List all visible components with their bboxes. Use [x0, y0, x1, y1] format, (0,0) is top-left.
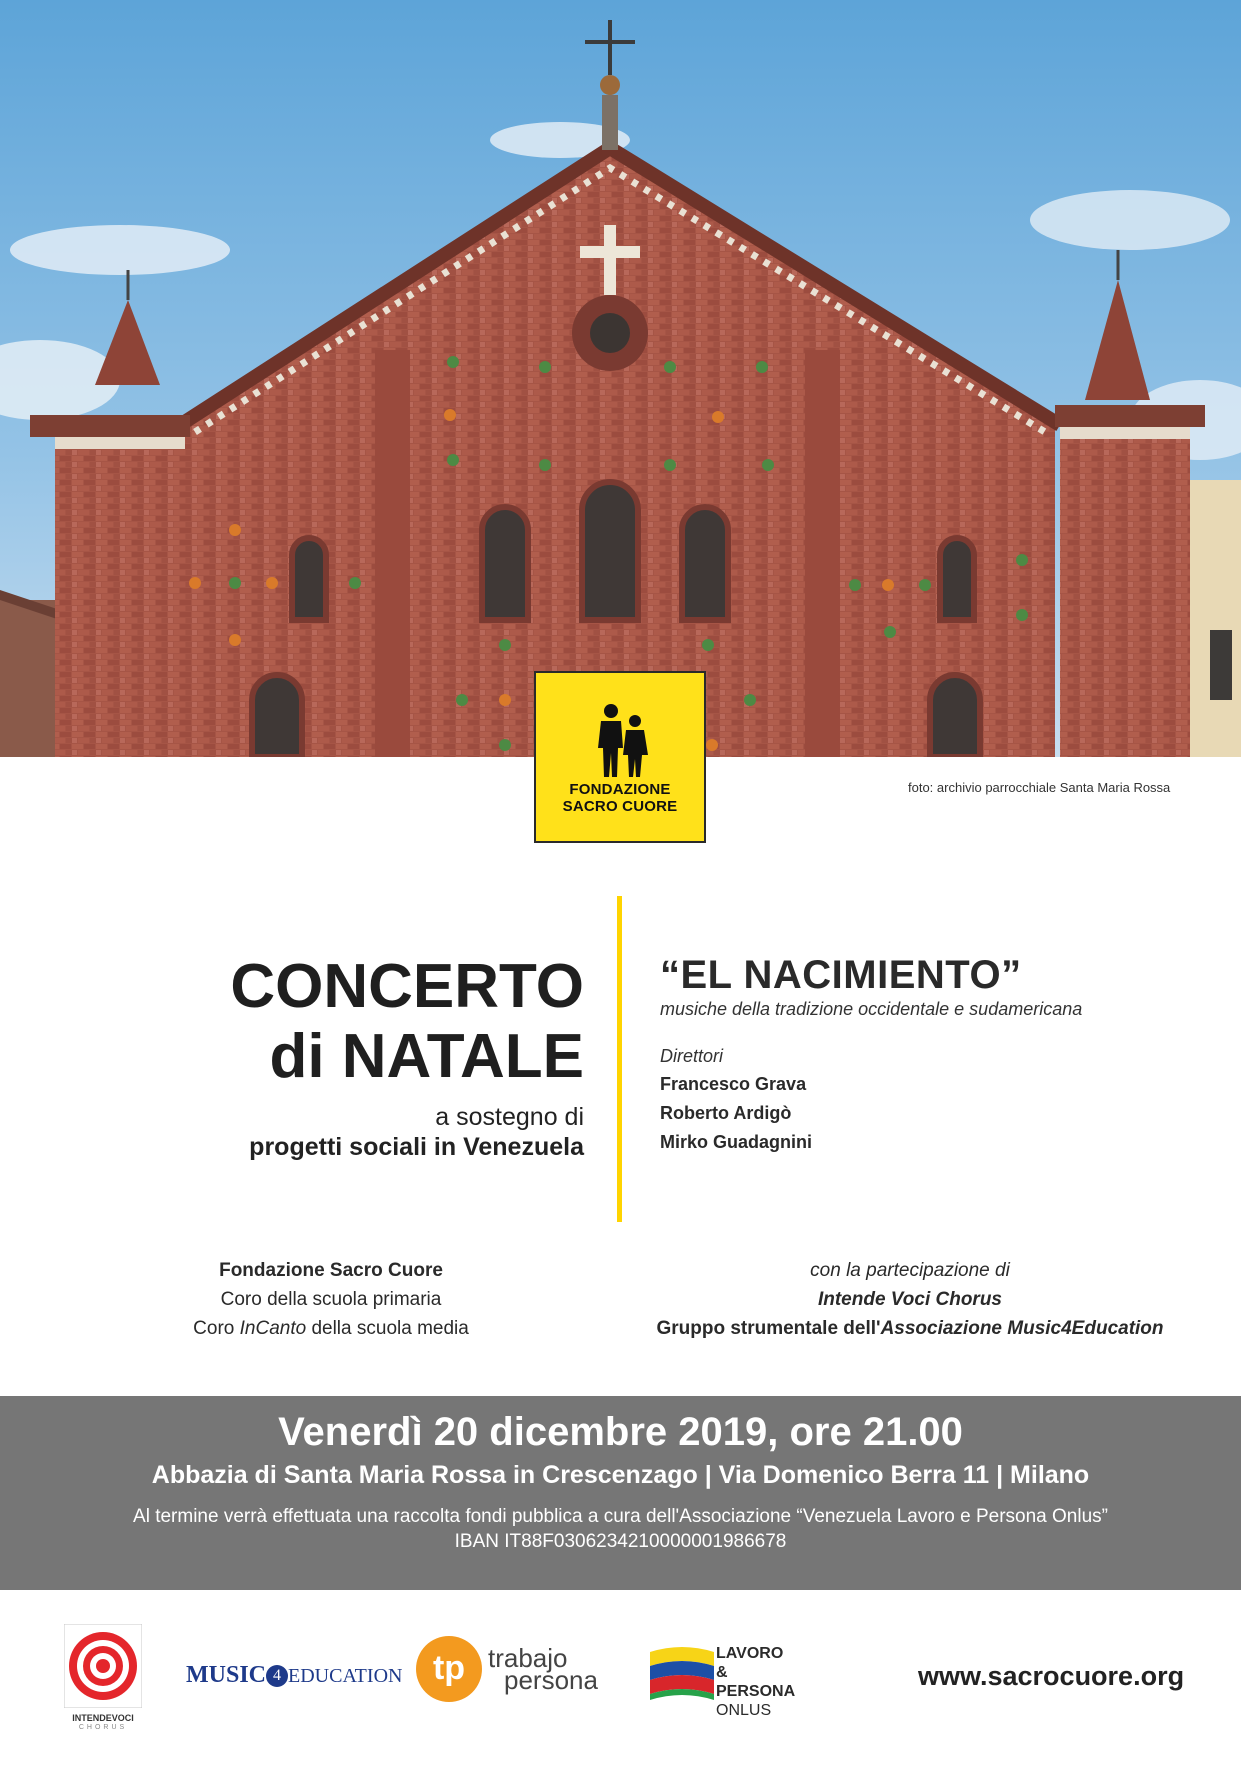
trabajo-line: trabajo	[488, 1643, 568, 1673]
director-2: Roberto Ardigò	[660, 1103, 792, 1123]
concert-title-block	[230, 952, 584, 1162]
participation-chorus: Intende Voci Chorus	[817, 1289, 1003, 1310]
subtitle-line-1: a sostegno di	[435, 1103, 584, 1131]
target-rings-icon	[64, 1624, 142, 1708]
performers-right	[620, 1256, 1200, 1343]
church-facade-illustration	[0, 0, 1241, 757]
persona-line-2: & PERSONA	[716, 1664, 796, 1700]
trabajo-persona-logo	[416, 1636, 596, 1706]
performer-primary-choir: Coro della scuola primaria	[220, 1289, 442, 1310]
performer-middle-choir-name: InCanto	[239, 1318, 307, 1339]
intende-voci-line-1: INTENDEVOCI	[72, 1713, 134, 1723]
performer-middle-choir-post: della scuola media	[306, 1318, 469, 1339]
lavoro-line: LAVORO	[716, 1645, 784, 1662]
title-line-1: CONCERTO	[230, 952, 584, 1021]
music4education-part2: 4	[266, 1665, 288, 1687]
performer-middle-choir-pre: Coro	[193, 1318, 240, 1339]
subtitle-line-2: progetti sociali in Venezuela	[249, 1133, 584, 1161]
music4education-part1: MUSIC	[186, 1662, 267, 1688]
performer-foundation: Fondazione Sacro Cuore	[219, 1260, 443, 1281]
lavoro-persona-logo	[648, 1640, 808, 1719]
iban: IBAN IT88F0306234210000001986678	[454, 1531, 787, 1552]
lavoro-persona-text	[716, 1644, 808, 1720]
trabajo-persona-mark: tp	[416, 1636, 482, 1702]
children-silhouette-icon	[593, 703, 653, 778]
director-3: Mirko Guadagnini	[660, 1132, 813, 1152]
intende-voci-line-2: CHORUS	[78, 1724, 128, 1731]
fondazione-sacro-cuore-logo	[534, 671, 706, 843]
title-line-2: di NATALE	[269, 1022, 584, 1091]
program-title: “EL NACIMIENTO”	[660, 953, 1022, 997]
yellow-divider	[617, 896, 622, 1222]
logo-line-1: FONDAZIONE	[569, 781, 671, 798]
performer-middle-choir	[131, 1314, 531, 1343]
logo-text	[536, 781, 704, 815]
music4education-logo	[186, 1660, 402, 1691]
performers-left	[131, 1256, 531, 1343]
directors-label: Direttori	[660, 1046, 724, 1066]
church-photo	[0, 0, 1241, 757]
onlus-line: ONLUS	[716, 1702, 772, 1719]
venezuela-flag-wave-icon	[648, 1642, 716, 1704]
photo-credit: foto: archivio parrocchiale Santa Maria Rossa	[908, 780, 1171, 795]
website-link[interactable]: www.sacrocuore.org	[918, 1661, 1185, 1691]
event-date: Venerdì 20 dicembre 2019, ore 21.00	[278, 1410, 963, 1454]
persona-line: persona	[504, 1665, 598, 1695]
program-block	[660, 952, 1082, 1157]
director-1: Francesco Grava	[660, 1074, 807, 1094]
participation-label: con la partecipazione di	[810, 1260, 1010, 1281]
participation-ensemble-pre: Gruppo strumentale dell'	[656, 1318, 881, 1339]
event-info-band	[0, 1396, 1241, 1590]
participation-ensemble	[620, 1314, 1200, 1343]
music4education-part3: EDUCATION	[288, 1665, 403, 1687]
participation-ensemble-name: Associazione Music4Education	[880, 1318, 1164, 1339]
fundraising-note: Al termine verrà effettuata una raccolta fondi pubblica a cura dell'Associazione “Venezuela Lavoro e Persona Onlus”	[133, 1506, 1108, 1527]
logo-line-2: SACRO CUORE	[562, 798, 678, 815]
program-subtitle: musiche della tradizione occidentale e sudamericana	[660, 999, 1083, 1019]
intende-voci-logo	[64, 1624, 142, 1730]
event-venue: Abbazia di Santa Maria Rossa in Crescenzago | Via Domenico Berra 11 | Milano	[151, 1461, 1090, 1489]
